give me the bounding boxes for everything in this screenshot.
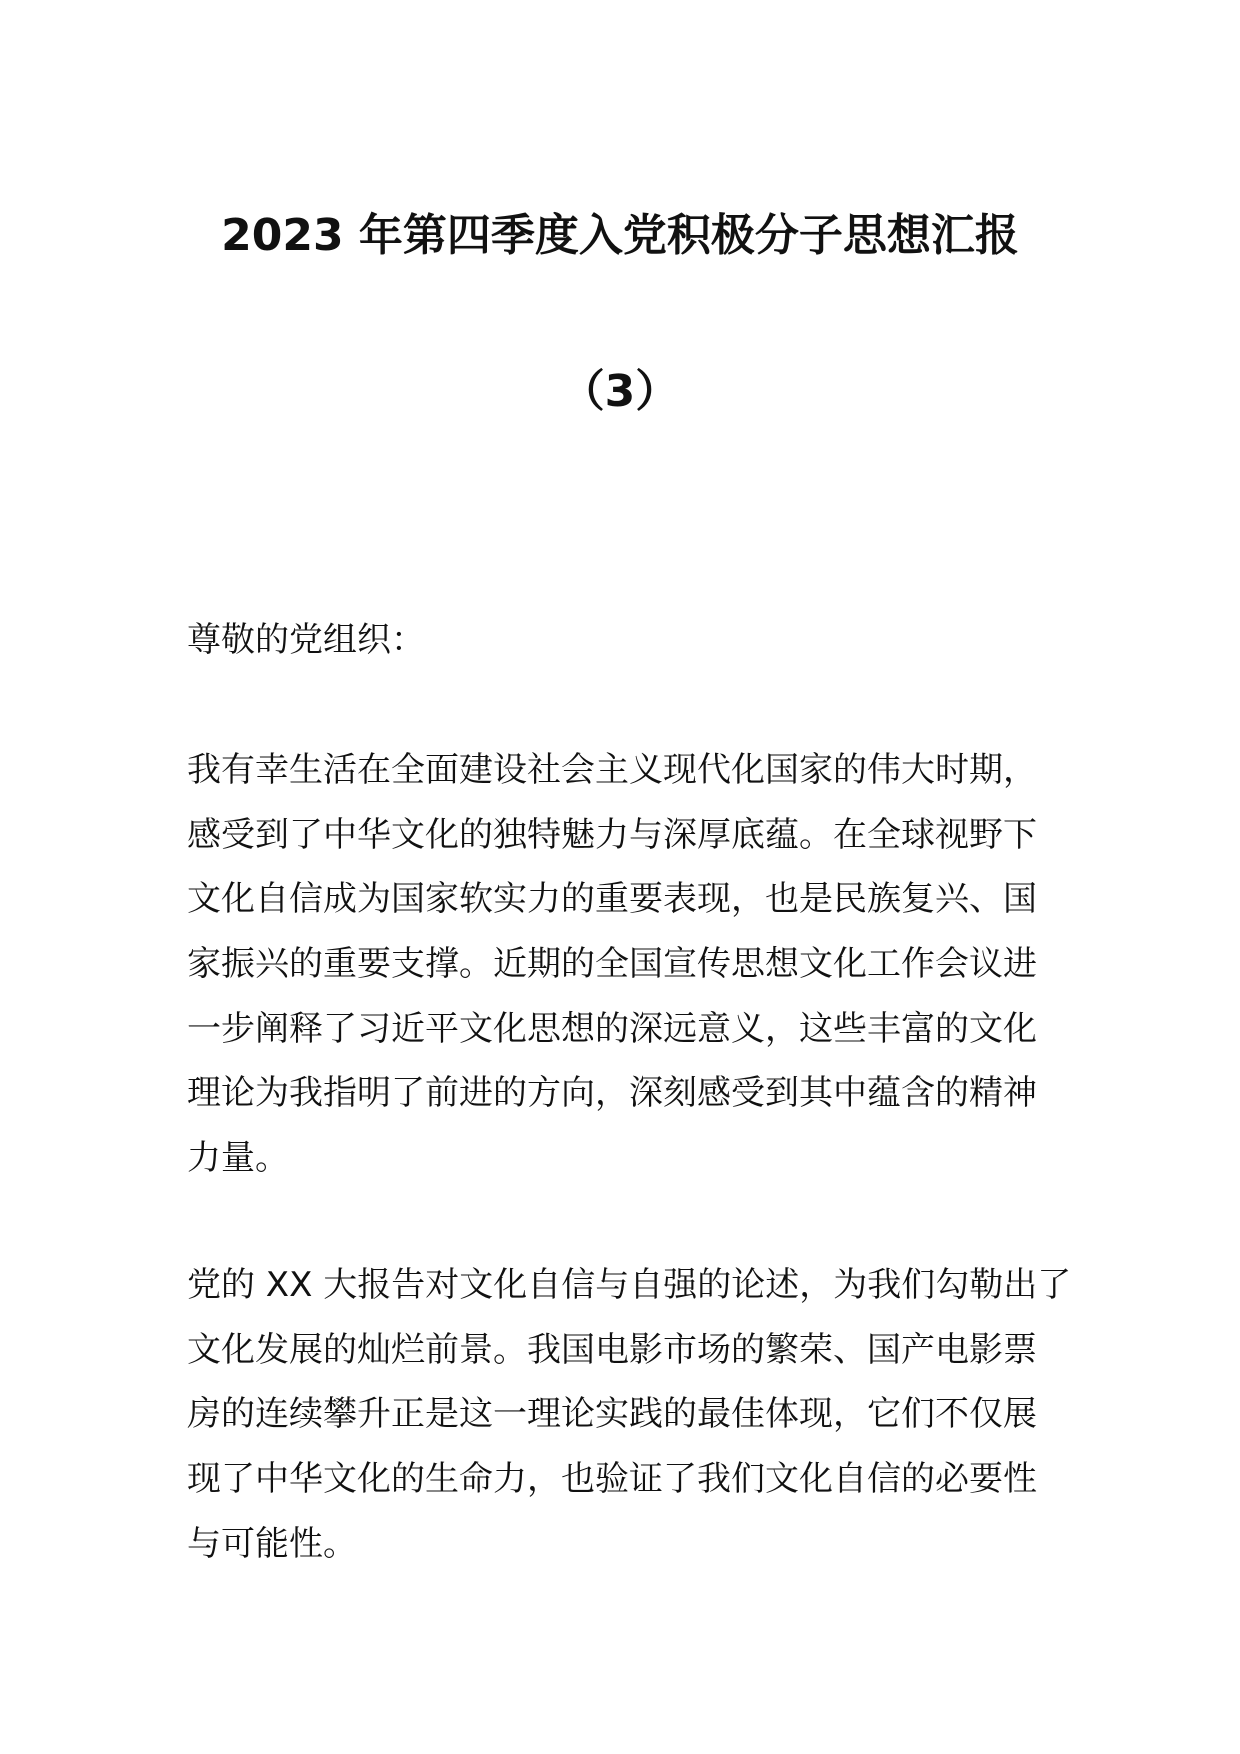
salutation: 尊敬的党组织： (187, 620, 425, 660)
paragraph-line: 一步阐释了习近平文化思想的深远意义，这些丰富的文化 (187, 1008, 1037, 1049)
paragraph-line: 现了中华文化的生命力，也验证了我们文化自信的必要性 (187, 1459, 1037, 1500)
paragraph-line: 家振兴的重要支撑。近期的全国宣传思想文化工作会议进 (187, 944, 1037, 985)
paragraph-line: 力量。 (187, 1138, 289, 1179)
paragraph-line: 文化自信成为国家软实力的重要表现，也是民族复兴、国 (187, 879, 1037, 920)
paragraph-line: 房的连续攀升正是这一理论实践的最佳体现，它们不仅展 (187, 1394, 1037, 1435)
paragraph-1 (187, 738, 1067, 1191)
document-title-number: （3） (560, 366, 680, 417)
paragraph-line: 感受到了中华文化的独特魅力与深厚底蕴。在全球视野下 (187, 814, 1037, 855)
paragraph-line: 理论为我指明了前进的方向，深刻感受到其中蕴含的精神 (187, 1073, 1037, 1114)
document-title: 2023 年第四季度入党积极分子思想汇报 (221, 210, 1019, 261)
paragraph-line: 我有幸生活在全面建设社会主义现代化国家的伟大时期， (187, 750, 1037, 790)
paragraph-2 (187, 1253, 1072, 1576)
paragraph-line: 党的 XX 大报告对文化自信与自强的论述，为我们勾勒出了 (187, 1265, 1072, 1305)
paragraph-line: 与可能性。 (187, 1523, 357, 1564)
paragraph-line: 文化发展的灿烂前景。我国电影市场的繁荣、国产电影票 (187, 1329, 1037, 1370)
